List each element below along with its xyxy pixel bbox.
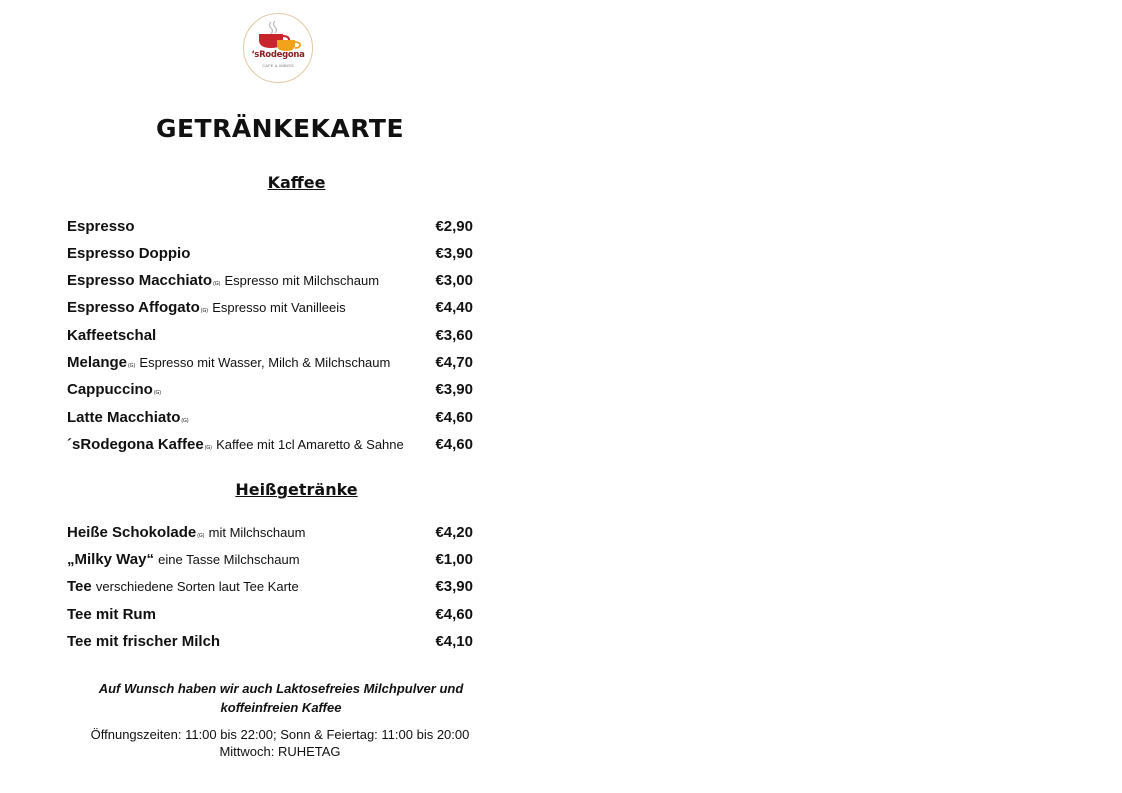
- item-description: Espresso mit Wasser, Milch & Milchschaum: [139, 355, 391, 370]
- opening-hours: [70, 726, 490, 760]
- item-name-wrap: [67, 298, 346, 321]
- item-name: Tee mit Rum: [67, 606, 156, 623]
- item-name-wrap: [67, 550, 300, 570]
- item-name: Cappuccino: [67, 381, 153, 398]
- item-name: Espresso Macchiato: [67, 272, 213, 289]
- menu-item: [67, 408, 473, 428]
- item-name-wrap: [67, 353, 390, 376]
- item-name: Melange: [67, 354, 128, 371]
- item-price: €4,40: [435, 299, 473, 316]
- menu-item: [67, 326, 473, 346]
- item-name-wrap: [67, 605, 156, 625]
- item-name: Espresso Doppio: [67, 245, 191, 262]
- item-name: Espresso Affogato: [67, 299, 200, 316]
- menu-item: [67, 605, 473, 625]
- item-name: Tee mit frischer Milch: [67, 633, 221, 650]
- item-name-wrap: [67, 632, 220, 652]
- item-name-wrap: [67, 217, 135, 237]
- allergen-mark: (G): [200, 308, 209, 314]
- menu-item: [67, 577, 473, 597]
- item-description: verschiedene Sorten laut Tee Karte: [95, 579, 299, 594]
- item-price: €3,00: [435, 272, 473, 289]
- item-name-wrap: [67, 380, 161, 403]
- logo-name: ‘sRodegona: [251, 50, 305, 60]
- item-price: €4,10: [435, 633, 473, 650]
- menu-item: [67, 244, 473, 264]
- item-price: €1,00: [435, 551, 473, 568]
- menu-item: [67, 353, 473, 373]
- item-description: eine Tasse Milchschaum: [158, 552, 300, 567]
- item-price: €4,70: [435, 354, 473, 371]
- item-name: Tee: [67, 578, 92, 595]
- section-title-kaffee: Kaffee: [267, 173, 326, 192]
- menu-item: [67, 298, 473, 318]
- opening-hours-line: Öffnungszeiten: 11:00 bis 22:00; Sonn & Feiertag: 11:00 bis 20:00: [90, 727, 470, 742]
- item-name-wrap: [67, 326, 156, 346]
- item-name: Kaffeetschal: [67, 327, 157, 344]
- item-price: €3,90: [435, 245, 473, 262]
- item-price: €2,90: [435, 218, 473, 235]
- coffee-cups-icon: [244, 14, 312, 82]
- item-price: €3,90: [435, 381, 473, 398]
- item-price: €3,90: [435, 578, 473, 595]
- item-name-wrap: [67, 523, 305, 546]
- item-name: Heiße Schokolade: [67, 524, 197, 541]
- item-name-wrap: [67, 408, 189, 431]
- item-price: €4,60: [435, 606, 473, 623]
- item-price: €4,60: [435, 409, 473, 426]
- item-name-wrap: [67, 435, 404, 458]
- item-name-wrap: [67, 244, 190, 264]
- allergen-mark: (G): [181, 418, 189, 424]
- item-price: €4,60: [435, 436, 473, 453]
- item-description: Kaffee mit 1cl Amaretto & Sahne: [216, 437, 404, 452]
- allergen-mark: (G): [128, 363, 136, 369]
- menu-item: [67, 550, 473, 570]
- item-price: €4,20: [435, 524, 473, 541]
- item-name: ´sRodegona Kaffee: [67, 436, 204, 453]
- section-title-heissgetraenke: Heißgetränke: [235, 480, 358, 499]
- menu-item: [67, 632, 473, 652]
- item-name-wrap: [67, 271, 379, 294]
- allergen-mark: (G): [153, 390, 162, 396]
- menu-item: [67, 523, 473, 543]
- item-description: mit Milchschaum: [208, 525, 306, 540]
- item-description: Espresso mit Milchschaum: [224, 273, 380, 288]
- item-name-wrap: [67, 577, 299, 597]
- item-name: „Milky Way“: [67, 551, 154, 568]
- item-price: €3,60: [435, 327, 473, 344]
- item-name: Latte Macchiato: [67, 409, 181, 426]
- lactose-note: Auf Wunsch haben wir auch Laktosefreies Milchpulver und koffeinfreien Kaffee: [98, 681, 464, 715]
- cafe-logo: [243, 13, 313, 83]
- item-name: Espresso: [67, 218, 135, 235]
- menu-item: [67, 435, 473, 455]
- menu-item: [67, 380, 473, 400]
- closed-day-line: Mittwoch: RUHETAG: [219, 744, 341, 759]
- item-description: Espresso mit Vanilleeis: [212, 300, 346, 315]
- allergen-mark: (G): [197, 533, 205, 539]
- menu-item: [67, 271, 473, 291]
- logo-subtitle: CAFE & IMBISS: [262, 63, 294, 68]
- menu-title: GETRÄNKEKARTE: [155, 114, 405, 143]
- allergen-mark: (G): [213, 281, 221, 287]
- allergen-mark: (G): [204, 445, 212, 451]
- menu-item: [67, 217, 473, 237]
